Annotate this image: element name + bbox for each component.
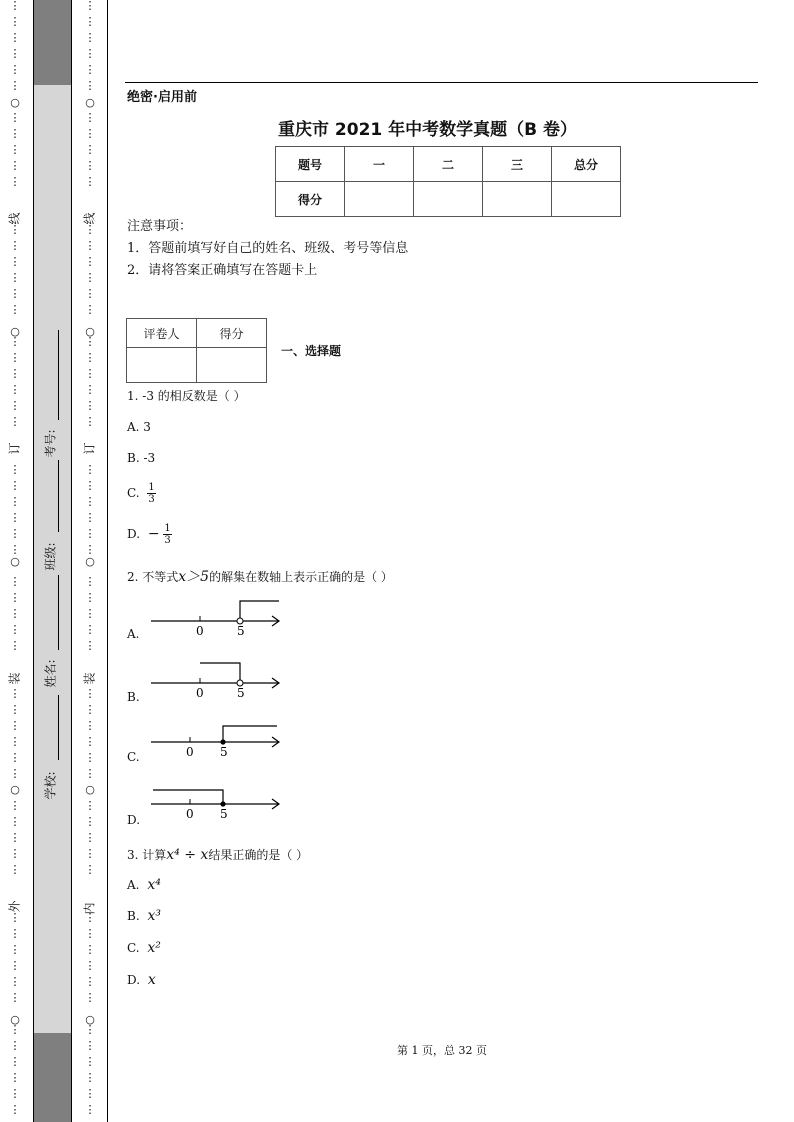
binding-dot: ⋮ bbox=[84, 1103, 96, 1116]
binding-dot: ⋮ bbox=[9, 111, 21, 124]
label-five: 5 bbox=[237, 686, 245, 700]
label-five: 5 bbox=[220, 745, 228, 759]
kaohao-field[interactable] bbox=[43, 330, 60, 458]
outer-label-ding: 订 bbox=[7, 442, 22, 455]
binding-dot: ⋮ bbox=[84, 255, 96, 268]
binding-dot: ⋮ bbox=[9, 751, 21, 764]
closed-point bbox=[220, 801, 225, 806]
binding-dot: ⋮ bbox=[9, 1039, 21, 1052]
binding-dot: ⋮ bbox=[9, 927, 21, 940]
q3-stem-math: x⁴ ÷ x bbox=[166, 847, 209, 863]
binding-dot: ⋮ bbox=[9, 975, 21, 988]
binding-grey-top bbox=[33, 0, 71, 85]
binding-dot: ⋮ bbox=[84, 351, 96, 364]
binding-dot: ⋮ bbox=[84, 239, 96, 252]
outer-label-zhuang: 装 bbox=[7, 672, 22, 685]
q2-numberline-b bbox=[145, 658, 285, 702]
binding-dot: ⋮ bbox=[9, 415, 21, 428]
binding-dot: ⋮ bbox=[9, 367, 21, 380]
q1-d-fraction bbox=[163, 523, 171, 546]
binding-dot: ⋮ bbox=[9, 991, 21, 1004]
binding-dot: ⋮ bbox=[9, 127, 21, 140]
score-input-cell[interactable] bbox=[483, 182, 552, 217]
header-rule bbox=[125, 82, 758, 83]
kaohao-label: 考号: bbox=[43, 429, 58, 458]
binding-dot: ⋮ bbox=[84, 1039, 96, 1052]
binding-dot: ⋮ bbox=[84, 335, 96, 348]
label-zero: 0 bbox=[196, 624, 204, 638]
binding-dot: ⋮ bbox=[9, 863, 21, 876]
notes-item: 1．答题前填写好自己的姓名、班级、考号等信息 bbox=[127, 241, 409, 256]
score-table bbox=[275, 146, 621, 217]
binding-dot: ⋮ bbox=[9, 495, 21, 508]
inner-label-xian: 线 bbox=[82, 212, 97, 225]
binding-circle-icon: ○ bbox=[10, 325, 20, 338]
binding-dot: ⋮ bbox=[9, 271, 21, 284]
q3-option-a-label: A. bbox=[127, 878, 140, 892]
binding-dot: ⋮ bbox=[84, 1055, 96, 1068]
binding-dot: ⋮ bbox=[84, 847, 96, 860]
binding-dot: ⋮ bbox=[84, 175, 96, 188]
binding-dot: ⋮ bbox=[84, 911, 96, 924]
binding-dot: ⋮ bbox=[9, 287, 21, 300]
binding-dot: ⋮ bbox=[84, 687, 96, 700]
binding-dot: ⋮ bbox=[9, 159, 21, 172]
binding-dot: ⋮ bbox=[9, 527, 21, 540]
q1-d-denominator: 3 bbox=[164, 535, 171, 546]
question-1-stem: 1. -3 的相反数是（ ） bbox=[127, 389, 246, 403]
binding-dot: ⋮ bbox=[9, 815, 21, 828]
q3-stem-pre: 3. 计算 bbox=[127, 848, 167, 862]
binding-dot: ⋮ bbox=[84, 943, 96, 956]
binding-line-mid bbox=[71, 0, 72, 1122]
binding-dot: ⋮ bbox=[9, 719, 21, 732]
binding-dot: ⋮ bbox=[9, 1087, 21, 1100]
binding-dot: ⋮ bbox=[84, 495, 96, 508]
binding-dot: ⋮ bbox=[84, 0, 96, 12]
binding-circle-icon: ○ bbox=[10, 783, 20, 796]
binding-line-left bbox=[33, 0, 34, 1122]
q3-option-d bbox=[127, 972, 156, 988]
page-title: 重庆市 2021 年中考数学真题（B 卷） bbox=[278, 120, 578, 140]
q2-option-c-label: C. bbox=[127, 750, 140, 764]
q3-stem-post: 结果正确的是（ ） bbox=[208, 848, 309, 862]
xuexiao-field[interactable] bbox=[43, 695, 60, 805]
binding-dot: ⋮ bbox=[84, 1023, 96, 1036]
binding-circle-icon: ○ bbox=[10, 96, 20, 109]
binding-dot: ⋮ bbox=[9, 0, 21, 12]
binding-dot: ⋮ bbox=[84, 623, 96, 636]
binding-dot: ⋮ bbox=[9, 1055, 21, 1068]
score-head-cell: 题号 bbox=[276, 147, 345, 182]
inner-label-nei: 内 bbox=[82, 902, 97, 915]
binding-dot: ⋮ bbox=[9, 591, 21, 604]
binding-dot: ⋮ bbox=[84, 607, 96, 620]
binding-dot: ⋮ bbox=[84, 127, 96, 140]
binding-dot: ⋮ bbox=[9, 175, 21, 188]
binding-dot: ⋮ bbox=[84, 543, 96, 556]
q3-option-c bbox=[127, 940, 161, 956]
q2-numberline-a bbox=[145, 596, 285, 640]
score-head-cell: 三 bbox=[483, 147, 552, 182]
binding-dot: ⋮ bbox=[9, 687, 21, 700]
notes-title: 注意事项： bbox=[127, 219, 193, 234]
q2-stem-post: 的解集在数轴上表示正确的是（ ） bbox=[209, 570, 393, 584]
binding-dot: ⋮ bbox=[9, 831, 21, 844]
binding-dot: ⋮ bbox=[84, 927, 96, 940]
binding-circle-icon: ○ bbox=[85, 783, 95, 796]
binding-dot: ⋮ bbox=[84, 527, 96, 540]
grader-input-cell[interactable] bbox=[197, 348, 267, 383]
inner-label-ding: 订 bbox=[82, 442, 97, 455]
binding-dot: ⋮ bbox=[84, 591, 96, 604]
score-row-label: 得分 bbox=[276, 182, 345, 217]
binding-dot: ⋮ bbox=[9, 79, 21, 92]
binding-dot: ⋮ bbox=[9, 255, 21, 268]
closed-point bbox=[220, 739, 225, 744]
label-five: 5 bbox=[237, 624, 245, 638]
binding-dot: ⋮ bbox=[9, 575, 21, 588]
binding-dot: ⋮ bbox=[84, 399, 96, 412]
xuexiao-label: 学校: bbox=[43, 771, 58, 800]
solution-ray bbox=[200, 663, 240, 683]
binding-dot: ⋮ bbox=[84, 767, 96, 780]
binding-dot: ⋮ bbox=[9, 959, 21, 972]
q2-numberline-c bbox=[145, 720, 285, 764]
binding-dot: ⋮ bbox=[84, 31, 96, 44]
solution-ray bbox=[223, 726, 277, 742]
binding-dot: ⋮ bbox=[84, 223, 96, 236]
binding-dot: ⋮ bbox=[9, 479, 21, 492]
binding-dot: ⋮ bbox=[9, 639, 21, 652]
binding-dot: ⋮ bbox=[84, 47, 96, 60]
binding-dot: ⋮ bbox=[9, 351, 21, 364]
q1-c-fraction bbox=[147, 482, 155, 505]
binding-dot: ⋮ bbox=[9, 543, 21, 556]
q2-stem-math: x＞5 bbox=[178, 569, 210, 585]
binding-dot: ⋮ bbox=[9, 1103, 21, 1116]
binding-dot: ⋮ bbox=[9, 1023, 21, 1036]
label-five: 5 bbox=[220, 807, 228, 821]
q2-option-b-label: B. bbox=[127, 690, 140, 704]
binding-dot: ⋮ bbox=[9, 799, 21, 812]
outer-dotted-line bbox=[9, 0, 21, 1122]
q1-c-numerator: 1 bbox=[148, 482, 155, 493]
score-input-cell[interactable] bbox=[552, 182, 621, 217]
binding-dot: ⋮ bbox=[84, 991, 96, 1004]
binding-grey-bottom bbox=[33, 1033, 71, 1122]
q1-option-d-label: D. bbox=[127, 527, 141, 541]
binding-dot: ⋮ bbox=[9, 511, 21, 524]
binding-dot: ⋮ bbox=[9, 31, 21, 44]
binding-line-right bbox=[107, 0, 108, 1122]
q1-option-d bbox=[127, 523, 172, 546]
binding-circle-icon: ○ bbox=[85, 325, 95, 338]
inner-label-zhuang: 装 bbox=[82, 672, 97, 685]
binding-dot: ⋮ bbox=[9, 943, 21, 956]
binding-dot: ⋮ bbox=[9, 767, 21, 780]
q1-d-sign: − bbox=[147, 526, 160, 542]
binding-dot: ⋮ bbox=[9, 735, 21, 748]
q1-option-a: A. 3 bbox=[127, 420, 151, 434]
q3-option-b-label: B. bbox=[127, 909, 140, 923]
binding-circle-icon: ○ bbox=[10, 1013, 20, 1026]
binding-dot: ⋮ bbox=[84, 367, 96, 380]
score-input-cell[interactable] bbox=[345, 182, 414, 217]
solution-ray bbox=[240, 601, 279, 621]
binding-dot: ⋮ bbox=[9, 911, 21, 924]
binding-dot: ⋮ bbox=[9, 223, 21, 236]
banji-label: 班级: bbox=[43, 542, 58, 571]
binding-dot: ⋮ bbox=[84, 863, 96, 876]
q3-option-c-label: C. bbox=[127, 941, 140, 955]
binding-dot: ⋮ bbox=[84, 1087, 96, 1100]
binding-dot: ⋮ bbox=[84, 511, 96, 524]
binding-dot: ⋮ bbox=[84, 271, 96, 284]
grader-table bbox=[126, 318, 267, 383]
notes-item: 2．请将答案正确填写在答题卡上 bbox=[127, 263, 318, 278]
question-2-stem bbox=[127, 566, 393, 586]
binding-dot: ⋮ bbox=[84, 15, 96, 28]
binding-dot: ⋮ bbox=[84, 735, 96, 748]
binding-dot: ⋮ bbox=[84, 159, 96, 172]
binding-dot: ⋮ bbox=[9, 15, 21, 28]
binding-circle-icon: ○ bbox=[85, 1013, 95, 1026]
q3-option-d-label: D. bbox=[127, 973, 141, 987]
binding-dot: ⋮ bbox=[84, 79, 96, 92]
q1-c-denominator: 3 bbox=[148, 494, 155, 505]
binding-dot: ⋮ bbox=[84, 415, 96, 428]
score-head-cell: 二 bbox=[414, 147, 483, 182]
binding-dot: ⋮ bbox=[9, 47, 21, 60]
binding-dot: ⋮ bbox=[9, 1071, 21, 1084]
binding-dot: ⋮ bbox=[84, 303, 96, 316]
binding-dot: ⋮ bbox=[9, 623, 21, 636]
binding-dot: ⋮ bbox=[84, 63, 96, 76]
binding-dot: ⋮ bbox=[84, 1071, 96, 1084]
q2-option-a-label: A. bbox=[127, 627, 140, 641]
binding-dot: ⋮ bbox=[84, 831, 96, 844]
binding-dot: ⋮ bbox=[84, 639, 96, 652]
grader-head: 评卷人 bbox=[127, 319, 197, 348]
binding-circle-icon: ○ bbox=[10, 555, 20, 568]
page-footer: 第 1 页，总 32 页 bbox=[397, 1044, 487, 1057]
binding-circle-icon: ○ bbox=[85, 96, 95, 109]
binding-dot: ⋮ bbox=[9, 63, 21, 76]
q3-option-a bbox=[127, 877, 161, 893]
binding-dot: ⋮ bbox=[9, 335, 21, 348]
binding-dot: ⋮ bbox=[84, 479, 96, 492]
q3-option-d-value: x bbox=[147, 972, 156, 988]
q1-option-c bbox=[127, 482, 156, 505]
binding-dot: ⋮ bbox=[9, 399, 21, 412]
xingming-label: 姓名: bbox=[43, 659, 58, 688]
binding-dot: ⋮ bbox=[84, 287, 96, 300]
section-title: 一、选择题 bbox=[281, 344, 342, 358]
label-zero: 0 bbox=[186, 807, 194, 821]
binding-dot: ⋮ bbox=[9, 239, 21, 252]
q3-option-a-value: x⁴ bbox=[147, 877, 161, 893]
solution-ray bbox=[153, 790, 223, 804]
binding-dot: ⋮ bbox=[9, 383, 21, 396]
score-head-cell: 总分 bbox=[552, 147, 621, 182]
binding-dot: ⋮ bbox=[84, 575, 96, 588]
xingming-field[interactable] bbox=[43, 575, 60, 690]
banji-field[interactable] bbox=[43, 460, 60, 571]
binding-dot: ⋮ bbox=[84, 751, 96, 764]
grader-head: 得分 bbox=[197, 319, 267, 348]
binding-dot: ⋮ bbox=[84, 703, 96, 716]
binding-circle-icon: ○ bbox=[85, 555, 95, 568]
binding-dot: ⋮ bbox=[84, 815, 96, 828]
binding-dot: ⋮ bbox=[9, 143, 21, 156]
binding-dot: ⋮ bbox=[84, 799, 96, 812]
binding-dot: ⋮ bbox=[9, 303, 21, 316]
q2-stem-pre: 2. 不等式 bbox=[127, 570, 179, 584]
q1-option-b: B. -3 bbox=[127, 451, 156, 465]
outer-label-xian: 线 bbox=[7, 212, 22, 225]
q1-option-c-label: C. bbox=[127, 486, 140, 500]
binding-dot: ⋮ bbox=[9, 463, 21, 476]
label-zero: 0 bbox=[186, 745, 194, 759]
score-input-cell[interactable] bbox=[414, 182, 483, 217]
binding-dot: ⋮ bbox=[84, 959, 96, 972]
q2-numberline-d bbox=[145, 782, 285, 826]
binding-dot: ⋮ bbox=[84, 463, 96, 476]
inner-dotted-line bbox=[84, 0, 96, 1122]
binding-dot: ⋮ bbox=[84, 383, 96, 396]
outer-label-wai: 外 bbox=[7, 900, 22, 913]
binding-dot: ⋮ bbox=[9, 847, 21, 860]
label-zero: 0 bbox=[196, 686, 204, 700]
q1-d-numerator: 1 bbox=[164, 523, 171, 534]
grader-input-cell[interactable] bbox=[127, 348, 197, 383]
binding-dot: ⋮ bbox=[84, 975, 96, 988]
confidential-label: 绝密·启用前 bbox=[127, 90, 197, 105]
q3-option-b-value: x³ bbox=[147, 908, 161, 924]
score-head-cell: 一 bbox=[345, 147, 414, 182]
binding-dot: ⋮ bbox=[84, 719, 96, 732]
question-3-stem bbox=[127, 846, 308, 863]
binding-dot: ⋮ bbox=[9, 607, 21, 620]
binding-dot: ⋮ bbox=[84, 143, 96, 156]
binding-dot: ⋮ bbox=[9, 703, 21, 716]
q3-option-b bbox=[127, 908, 161, 924]
q3-option-c-value: x² bbox=[147, 940, 161, 956]
q2-option-d-label: D. bbox=[127, 813, 141, 827]
binding-dot: ⋮ bbox=[84, 111, 96, 124]
